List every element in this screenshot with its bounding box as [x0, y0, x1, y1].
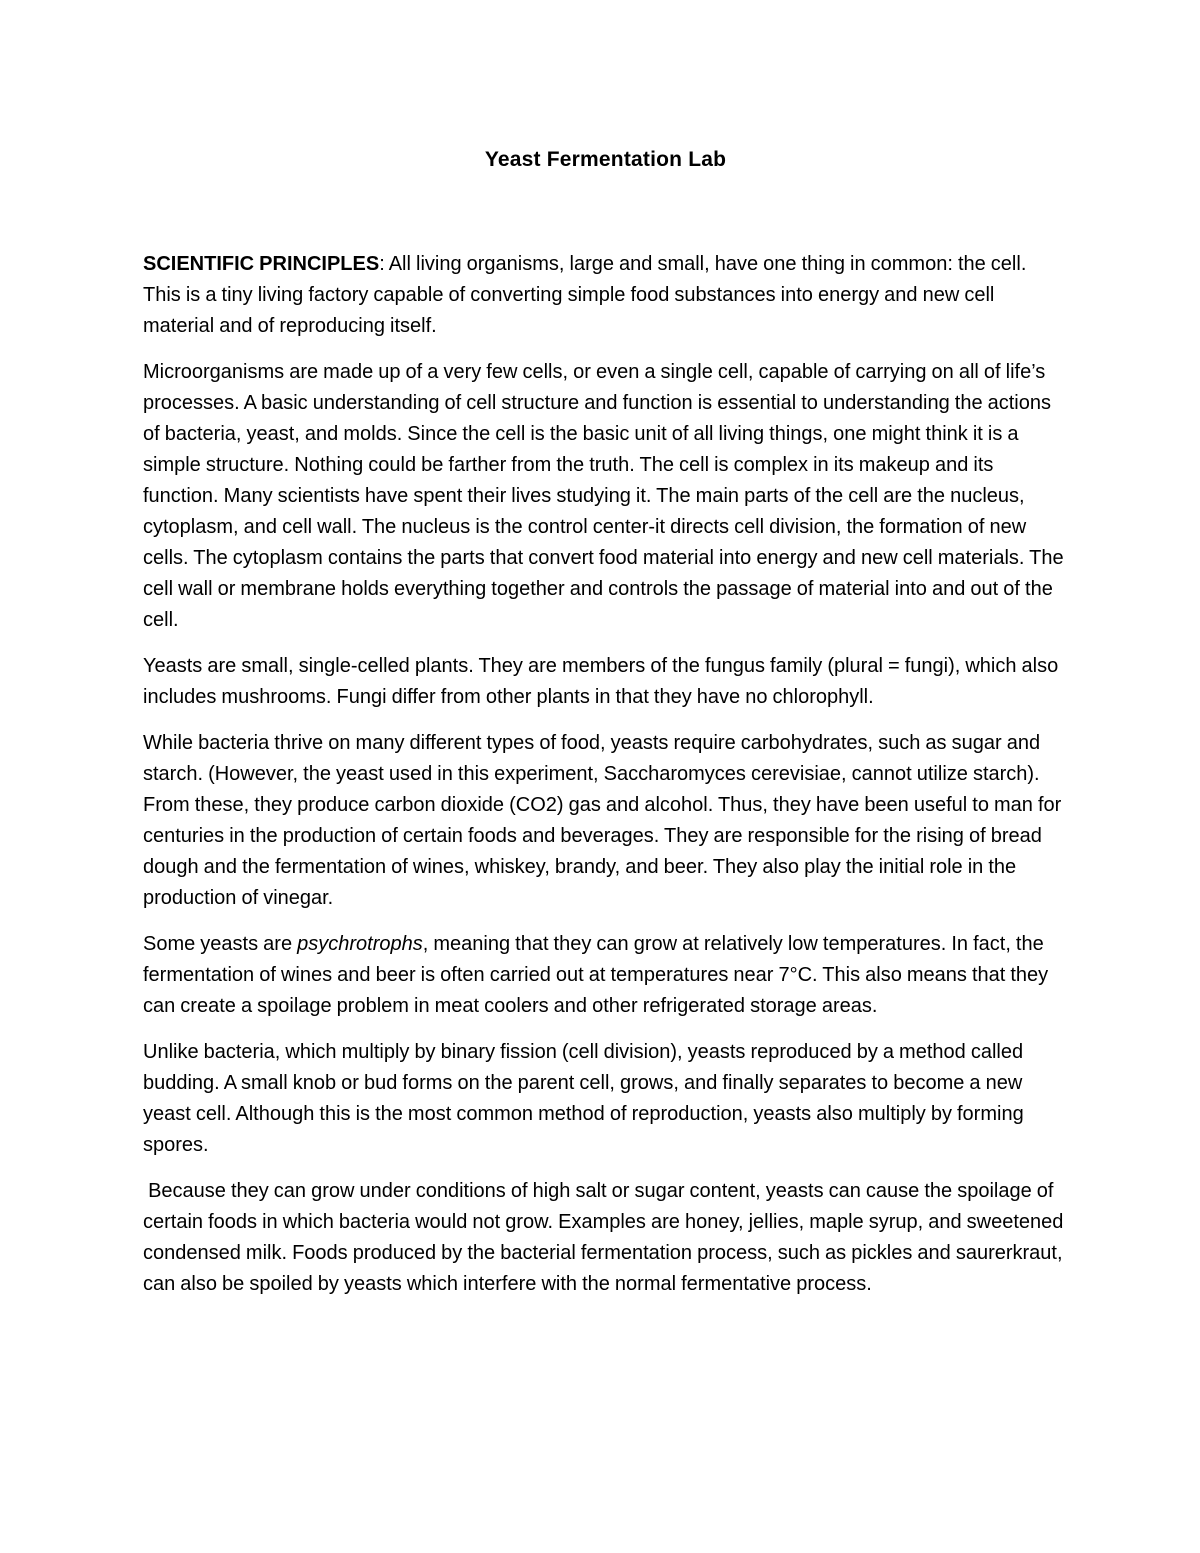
paragraph-cells: Microorganisms are made up of a very few cells, or even a single cell, capable of carrying on all of life’s processes. A basic understanding of cell structure and function is essential to understanding the actions of bacteria, yeast, and molds. Since the cell is the basic unit of all living things, one might think it is a simple structure. Nothing could be farther from the truth. The cell is complex in its makeup and its function. Many scientists have spent their lives studying it. The main parts of the cell are the nucleus, cytoplasm, and cell wall. The nucleus is the control center-it directs cell division, the formation of new cells. The cytoplasm contains the parts that convert food material into energy and new cell materials. The cell wall or membrane holds everything together and controls the passage of material into and out of the cell.: [143, 361, 1064, 631]
intro-text: All living organisms, large and small, have one thing in common: the cell. This is a tiny living factory capable of converting simple food substances into energy and new cell material and of reproducing itself.: [143, 253, 1027, 337]
section-label-colon: :: [379, 253, 389, 275]
psychrotrophs-term: psychrotrophs: [297, 933, 423, 955]
paragraph-psychrotrophs: [143, 929, 1068, 1022]
section-label: SCIENTIFIC PRINCIPLES: [143, 253, 380, 275]
document-title: Yeast Fermentation Lab: [484, 148, 727, 171]
paragraph-spoilage: Because they can grow under conditions of high salt or sugar content, yeasts can cause the spoilage of certain foods in which bacteria would not grow. Examples are honey, jellies, maple syrup, and sweetened condensed milk. Foods produced by the bacterial fermentation process, such as pickles and saurerkraut, can also be spoiled by yeasts which interfere with the normal fermentative process.: [143, 1180, 1069, 1295]
psychro-before: Some yeasts are: [143, 933, 298, 955]
paragraph-yeasts: Yeasts are small, single-celled plants. They are members of the fungus family (plural = fungi), which also includes mushrooms. Fungi differ from other plants in that they have no chlorophyll.: [143, 655, 1059, 708]
psychro-after: , meaning that they can grow at relatively low temperatures. In fact, the fermentation of wines and beer is often carried out at temperatures near 7°C. This also means that they can create a spoilage problem in meat coolers and other refrigerated storage areas.: [143, 933, 1049, 1017]
document-body: [143, 140, 1068, 1315]
paragraph-budding: Unlike bacteria, which multiply by binary fission (cell division), yeasts reproduced by a method called budding. A small knob or bud forms on the parent cell, grows, and finally separates to become a new yeast cell. Although this is the most common method of reproduction, yeasts also multiply by forming spores.: [143, 1041, 1024, 1156]
paragraph-scientific-principles: [143, 249, 1068, 342]
paragraph-food: While bacteria thrive on many different types of food, yeasts require carbohydrates, such as sugar and starch. (However, the yeast used in this experiment, Saccharomyces cerevisiae, cannot utilize starch). From these, they produce carbon dioxide (CO2) gas and alcohol. Thus, they have been useful to man for centuries in the production of certain foods and beverages. They are responsible for the rising of bread dough and the fermentation of wines, whiskey, brandy, and beer. They also play the initial role in the production of vinegar.: [143, 732, 1062, 909]
